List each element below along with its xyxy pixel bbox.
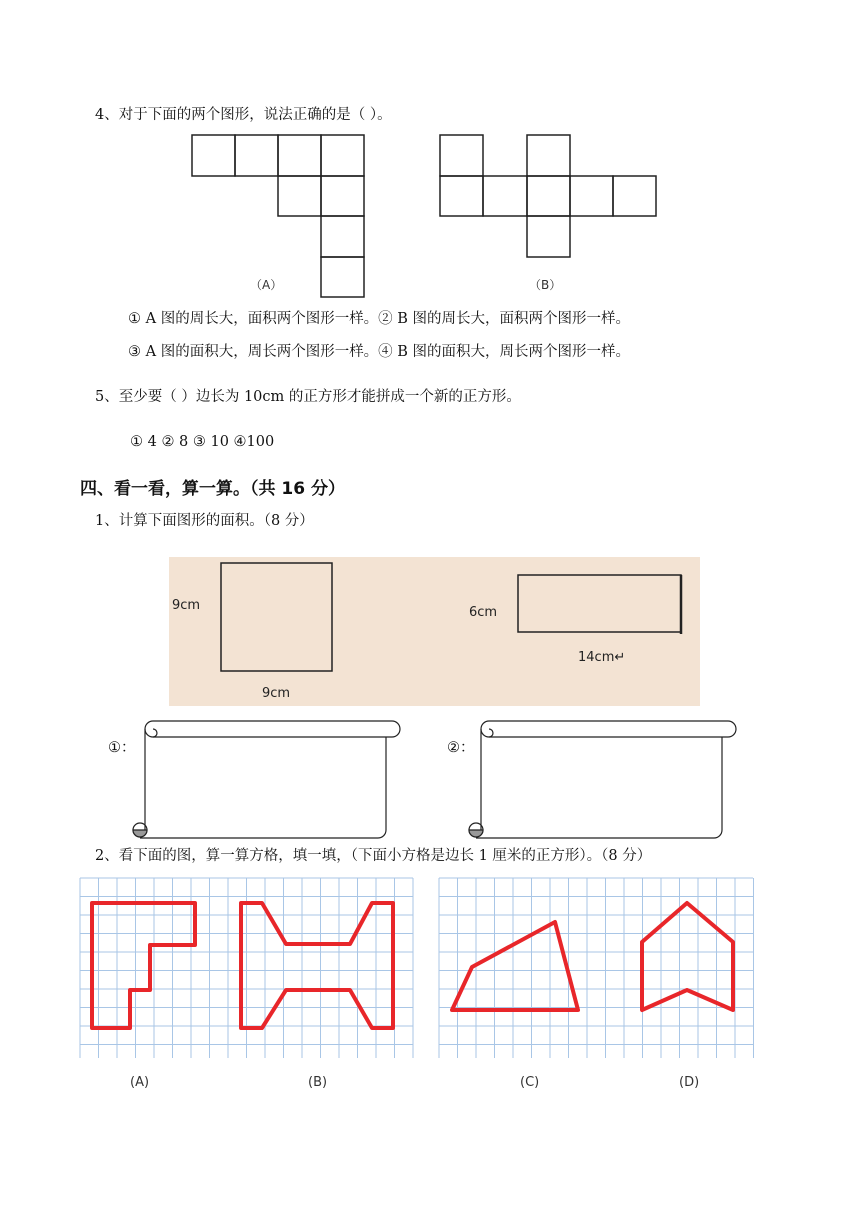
section-4-title: 四、看一看，算一算。（共 16 分） <box>80 479 345 499</box>
figure-a-caption: （A） <box>250 278 283 292</box>
rect-height-label: 6cm <box>469 605 498 620</box>
scroll-1-label: ①： <box>108 740 136 756</box>
q4-stem: 4、对于下面的两个图形，说法正确的是（ ）。 <box>95 107 392 123</box>
scroll-2-label: ②： <box>447 740 475 756</box>
grid-right <box>439 878 754 1058</box>
shape-c <box>452 922 578 1010</box>
shape-a <box>92 903 195 1028</box>
q5-options: ① 4 ② 8 ③ 10 ④100 <box>130 434 275 450</box>
s4-q1-stem: 1、计算下面图形的面积。（8 分） <box>95 513 314 529</box>
q4-option-line-2: ③ A 图的面积大，周长两个图形一样。④ B 图的面积大，周长两个图形一样。 <box>128 344 631 360</box>
q5-stem: 5、至少要（ ）边长为 10cm 的正方形才能拼成一个新的正方形。 <box>95 389 521 405</box>
square-side-bottom: 9cm <box>262 686 291 701</box>
caption-a: (A) <box>130 1075 150 1090</box>
caption-d: (D) <box>679 1075 700 1090</box>
square-side-left: 9cm <box>172 598 201 613</box>
figure-b-caption: （B） <box>529 278 562 292</box>
s4-q2-stem: 2、看下面的图，算一算方格，填一填，（下面小方格是边长 1 厘米的正方形）。（8 分） <box>95 848 652 864</box>
caption-b: (B) <box>308 1075 328 1090</box>
shape-d <box>642 903 733 1010</box>
q4-option-line-1: ① A 图的周长大，面积两个图形一样。② B 图的周长大，面积两个图形一样。 <box>128 311 631 327</box>
shape-b <box>241 903 393 1028</box>
rect-width-label: 14cm↵ <box>578 650 626 665</box>
caption-c: (C) <box>520 1075 540 1090</box>
